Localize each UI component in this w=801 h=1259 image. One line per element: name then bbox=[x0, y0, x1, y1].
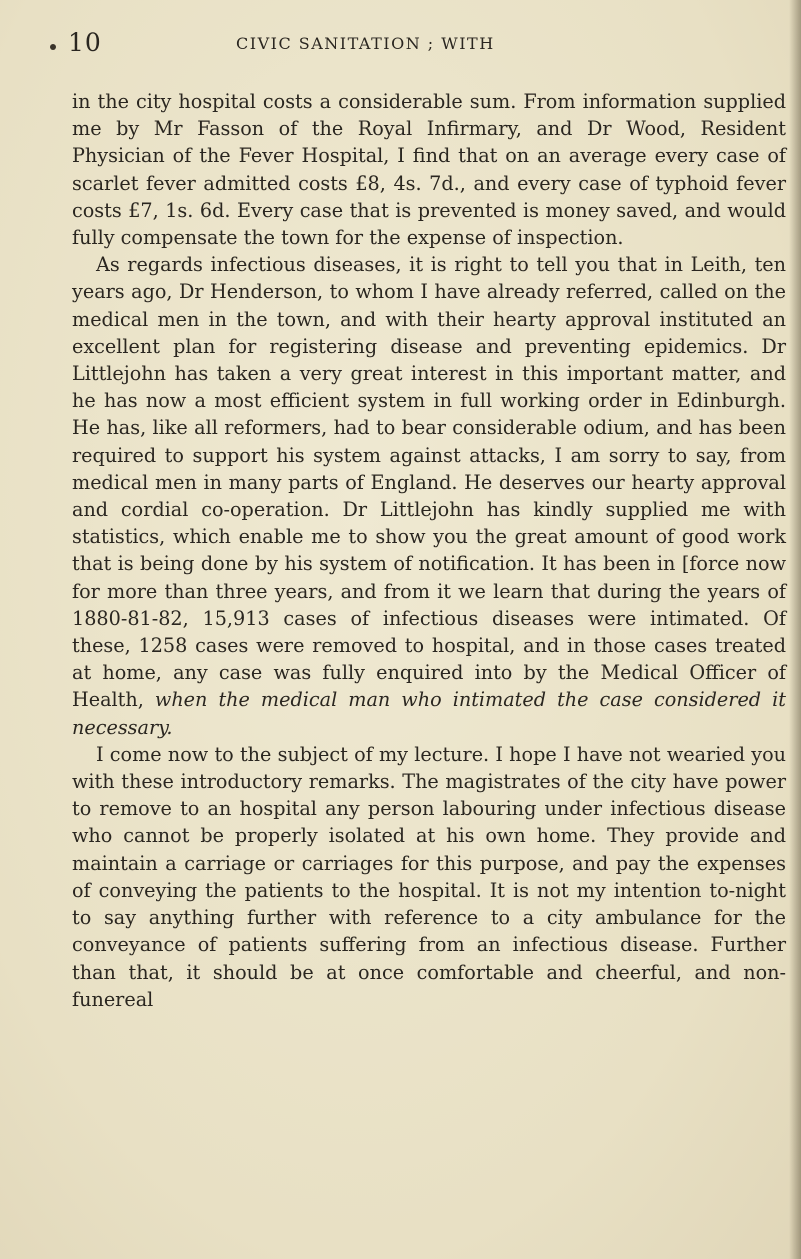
running-head: CIVIC SANITATION ; WITH bbox=[236, 34, 495, 53]
page-number: 10 bbox=[68, 28, 102, 57]
page-header bbox=[0, 28, 801, 68]
page-edge-shadow bbox=[789, 0, 801, 1259]
paragraph-2-italic: when the medical man who intimated the case considered it necessary. bbox=[72, 688, 786, 739]
paragraph-2 bbox=[72, 251, 786, 741]
body-text bbox=[72, 88, 786, 1013]
paragraph-3: I come now to the subject of my lecture. I hope I have not wearied you with these introductory remarks. The magistrates of the city have power to remove to an hospital any person labouring under infectious disease who cannot be properly isolated at his own home. They provide and maintain a carriage or carriages for this purpose, and pay the expenses of conveying the patients to the hospital. It is not my intention to-night to say anything further with reference to a city ambulance for the conveyance of patients suffering from an infectious disease. Further than that, it should be at once comfortable and cheerful, and non-funereal bbox=[72, 742, 786, 1011]
paragraph-1: in the city hospital costs a considerable sum. From information supplied me by Mr Fasson of the Royal Infirmary, and Dr Wood, Resident Physician of the Fever Hospital, I find that on an average every case of scarlet fever admitted costs £8, 4s. 7d., and every case of typhoid fever costs £7, 1s. 6d. Every case that is prevented is money saved, and would fully compensate the town for the expense of inspection. bbox=[72, 90, 786, 250]
paragraph-2-text: As regards infectious diseases, it is right to tell you that in Leith, ten years ago, Dr Henderson, to whom I have already referred, called on the medical men in the town, and with their hearty approval instituted an excellent plan for registering disease and preventing epidemics. Dr Littlejohn has taken a very great interest in this important matter, and he has now a most efficient system in full working order in Edinburgh. He has, like all reformers, had to bear considerable odium, and has been required to support his system against attacks, I am sorry to say, from medical men in many parts of England. He deserves our hearty approval and cordial co-operation. Dr Littlejohn has kindly supplied me with statistics, which enable me to show you the great amount of good work that is being done by his system of notification. It has been in [force now for more than three years, and from it we learn that during the years of 1880-81-82, 15,913 cases of infectious diseases were intimated. Of these, 1258 cases were removed to hospital, and in those cases treated at home, any case was fully enquired into by the Medical Officer of Health, bbox=[72, 253, 786, 712]
